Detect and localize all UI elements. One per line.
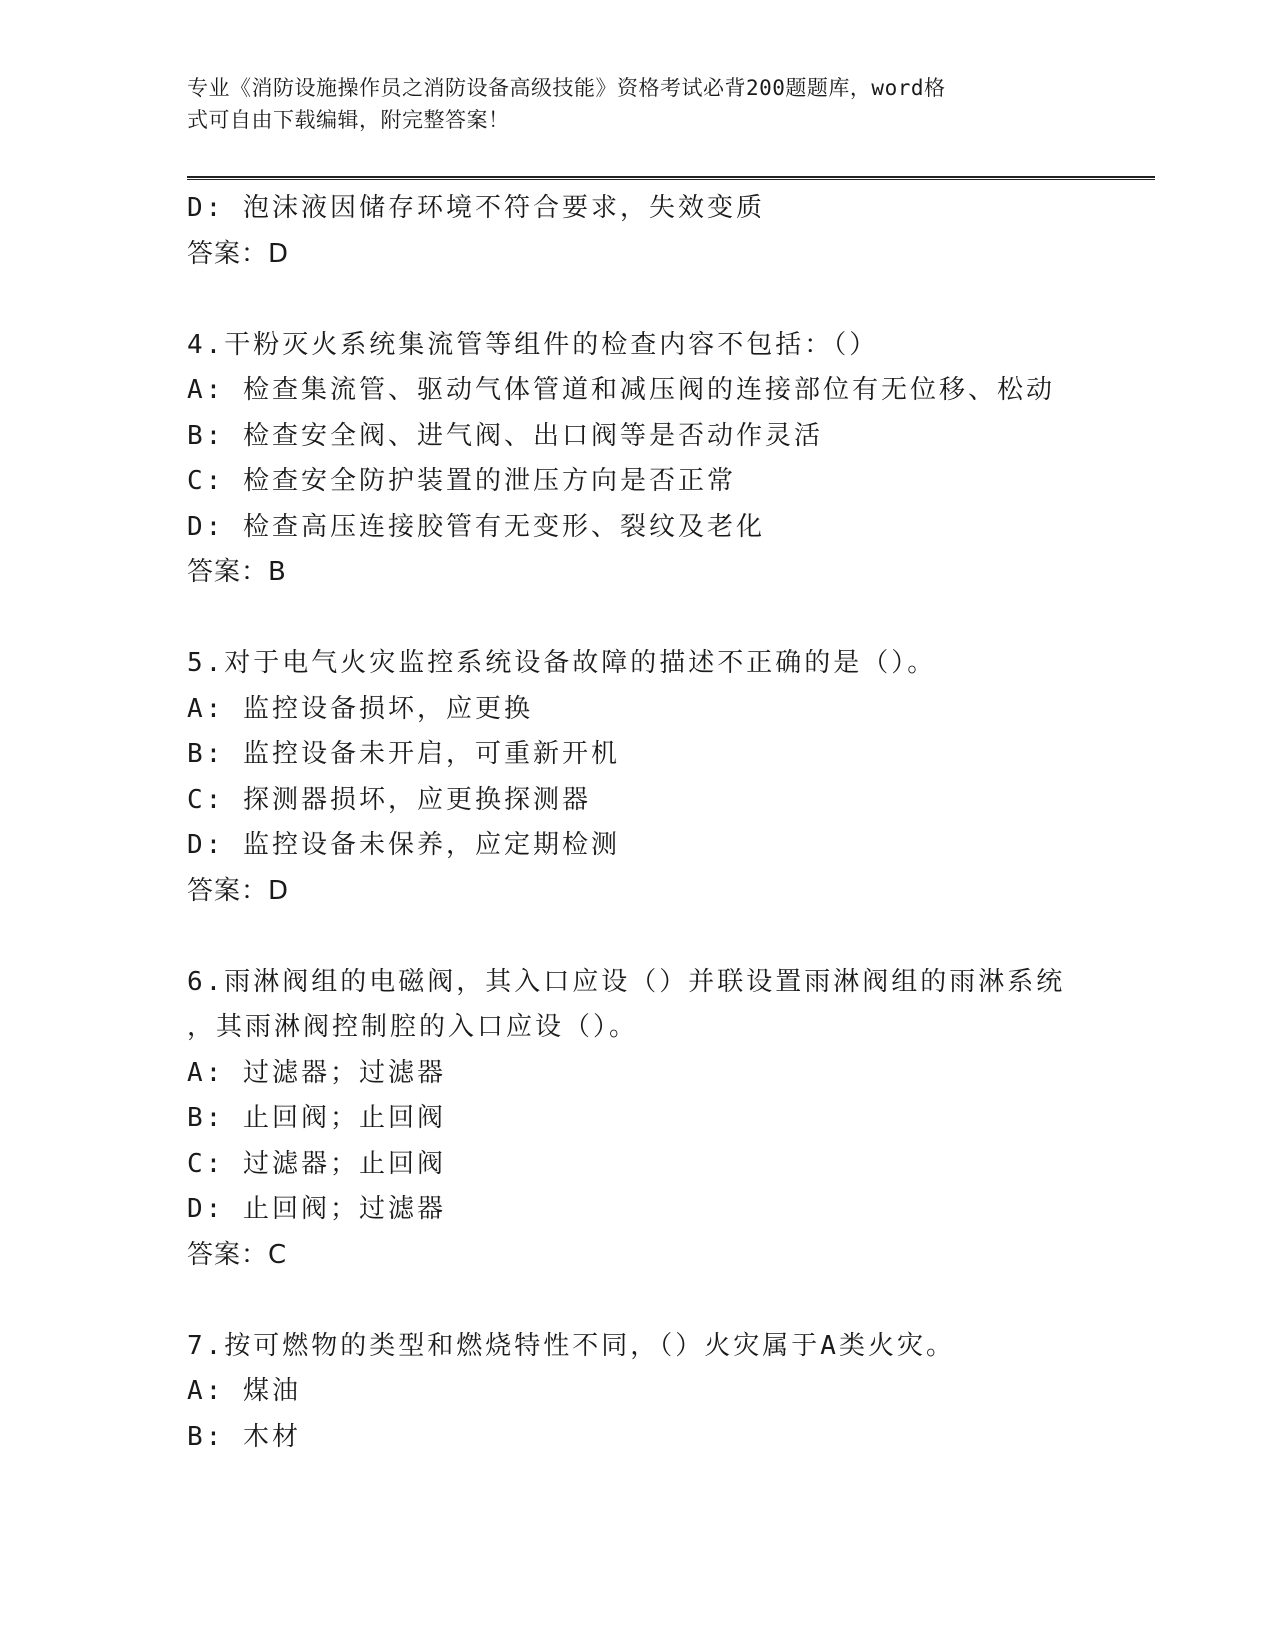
option-a: A: 过滤器；过滤器 <box>187 1057 446 1088</box>
question-block-6 <box>187 960 1087 1279</box>
option-c: C: 过滤器；止回阀 <box>187 1148 446 1179</box>
question-stem: 4.干粉灭火系统集流管等组件的检查内容不包括：（） <box>187 329 879 360</box>
option-c: C: 探测器损坏，应更换探测器 <box>187 784 591 815</box>
question-stem-continued: ，其雨淋阀控制腔的入口应设（）。 <box>187 1012 639 1042</box>
option-d: D: 检查高压连接胶管有无变形、裂纹及老化 <box>187 511 765 542</box>
question-block-3 <box>187 186 1087 277</box>
header-title-line-2: 式可自由下载编辑，附完整答案！ <box>187 108 510 132</box>
question-stem: 7.按可燃物的类型和燃烧特性不同，（）火灾属于A类火灾。 <box>187 1330 955 1361</box>
question-block-4 <box>187 323 1087 596</box>
option-d: D: 泡沫液因储存环境不符合要求，失效变质 <box>187 193 765 223</box>
question-stem: 6.雨淋阀组的电磁阀，其入口应设（）并联设置雨淋阀组的雨淋系统 <box>187 966 1066 997</box>
option-c: C: 检查安全防护装置的泄压方向是否正常 <box>187 466 736 496</box>
option-d: D: 监控设备未保养，应定期检测 <box>187 830 620 860</box>
answer-line: 答案：D <box>187 875 290 906</box>
option-a: A: 监控设备损坏，应更换 <box>187 693 533 724</box>
question-block-7 <box>187 1324 1087 1461</box>
answer-line: 答案：C <box>187 1239 288 1270</box>
document-header <box>187 72 1067 136</box>
option-b: B: 止回阀；止回阀 <box>187 1103 446 1133</box>
option-b: B: 监控设备未开启，可重新开机 <box>187 739 620 769</box>
spacer <box>187 914 1087 960</box>
spacer <box>187 277 1087 323</box>
question-stem: 5.对于电气火灾监控系统设备故障的描述不正确的是（）。 <box>187 648 937 678</box>
spacer <box>187 1278 1087 1324</box>
option-b: B: 检查安全阀、进气阀、出口阀等是否动作灵活 <box>187 420 823 451</box>
header-title-line-1: 专业《消防设施操作员之消防设备高级技能》资格考试必背200题题库，word格 <box>187 76 946 100</box>
question-list <box>187 186 1087 1460</box>
option-a: A: 煤油 <box>187 1376 301 1406</box>
answer-line: 答案：B <box>187 557 287 587</box>
question-block-5 <box>187 641 1087 914</box>
answer-line: 答案：D <box>187 238 290 269</box>
option-a: A: 检查集流管、驱动气体管道和减压阀的连接部位有无位移、松动 <box>187 375 1055 405</box>
option-b: B: 木材 <box>187 1421 301 1452</box>
option-d: D: 止回阀；过滤器 <box>187 1194 446 1224</box>
spacer <box>187 596 1087 642</box>
header-divider <box>187 176 1155 180</box>
